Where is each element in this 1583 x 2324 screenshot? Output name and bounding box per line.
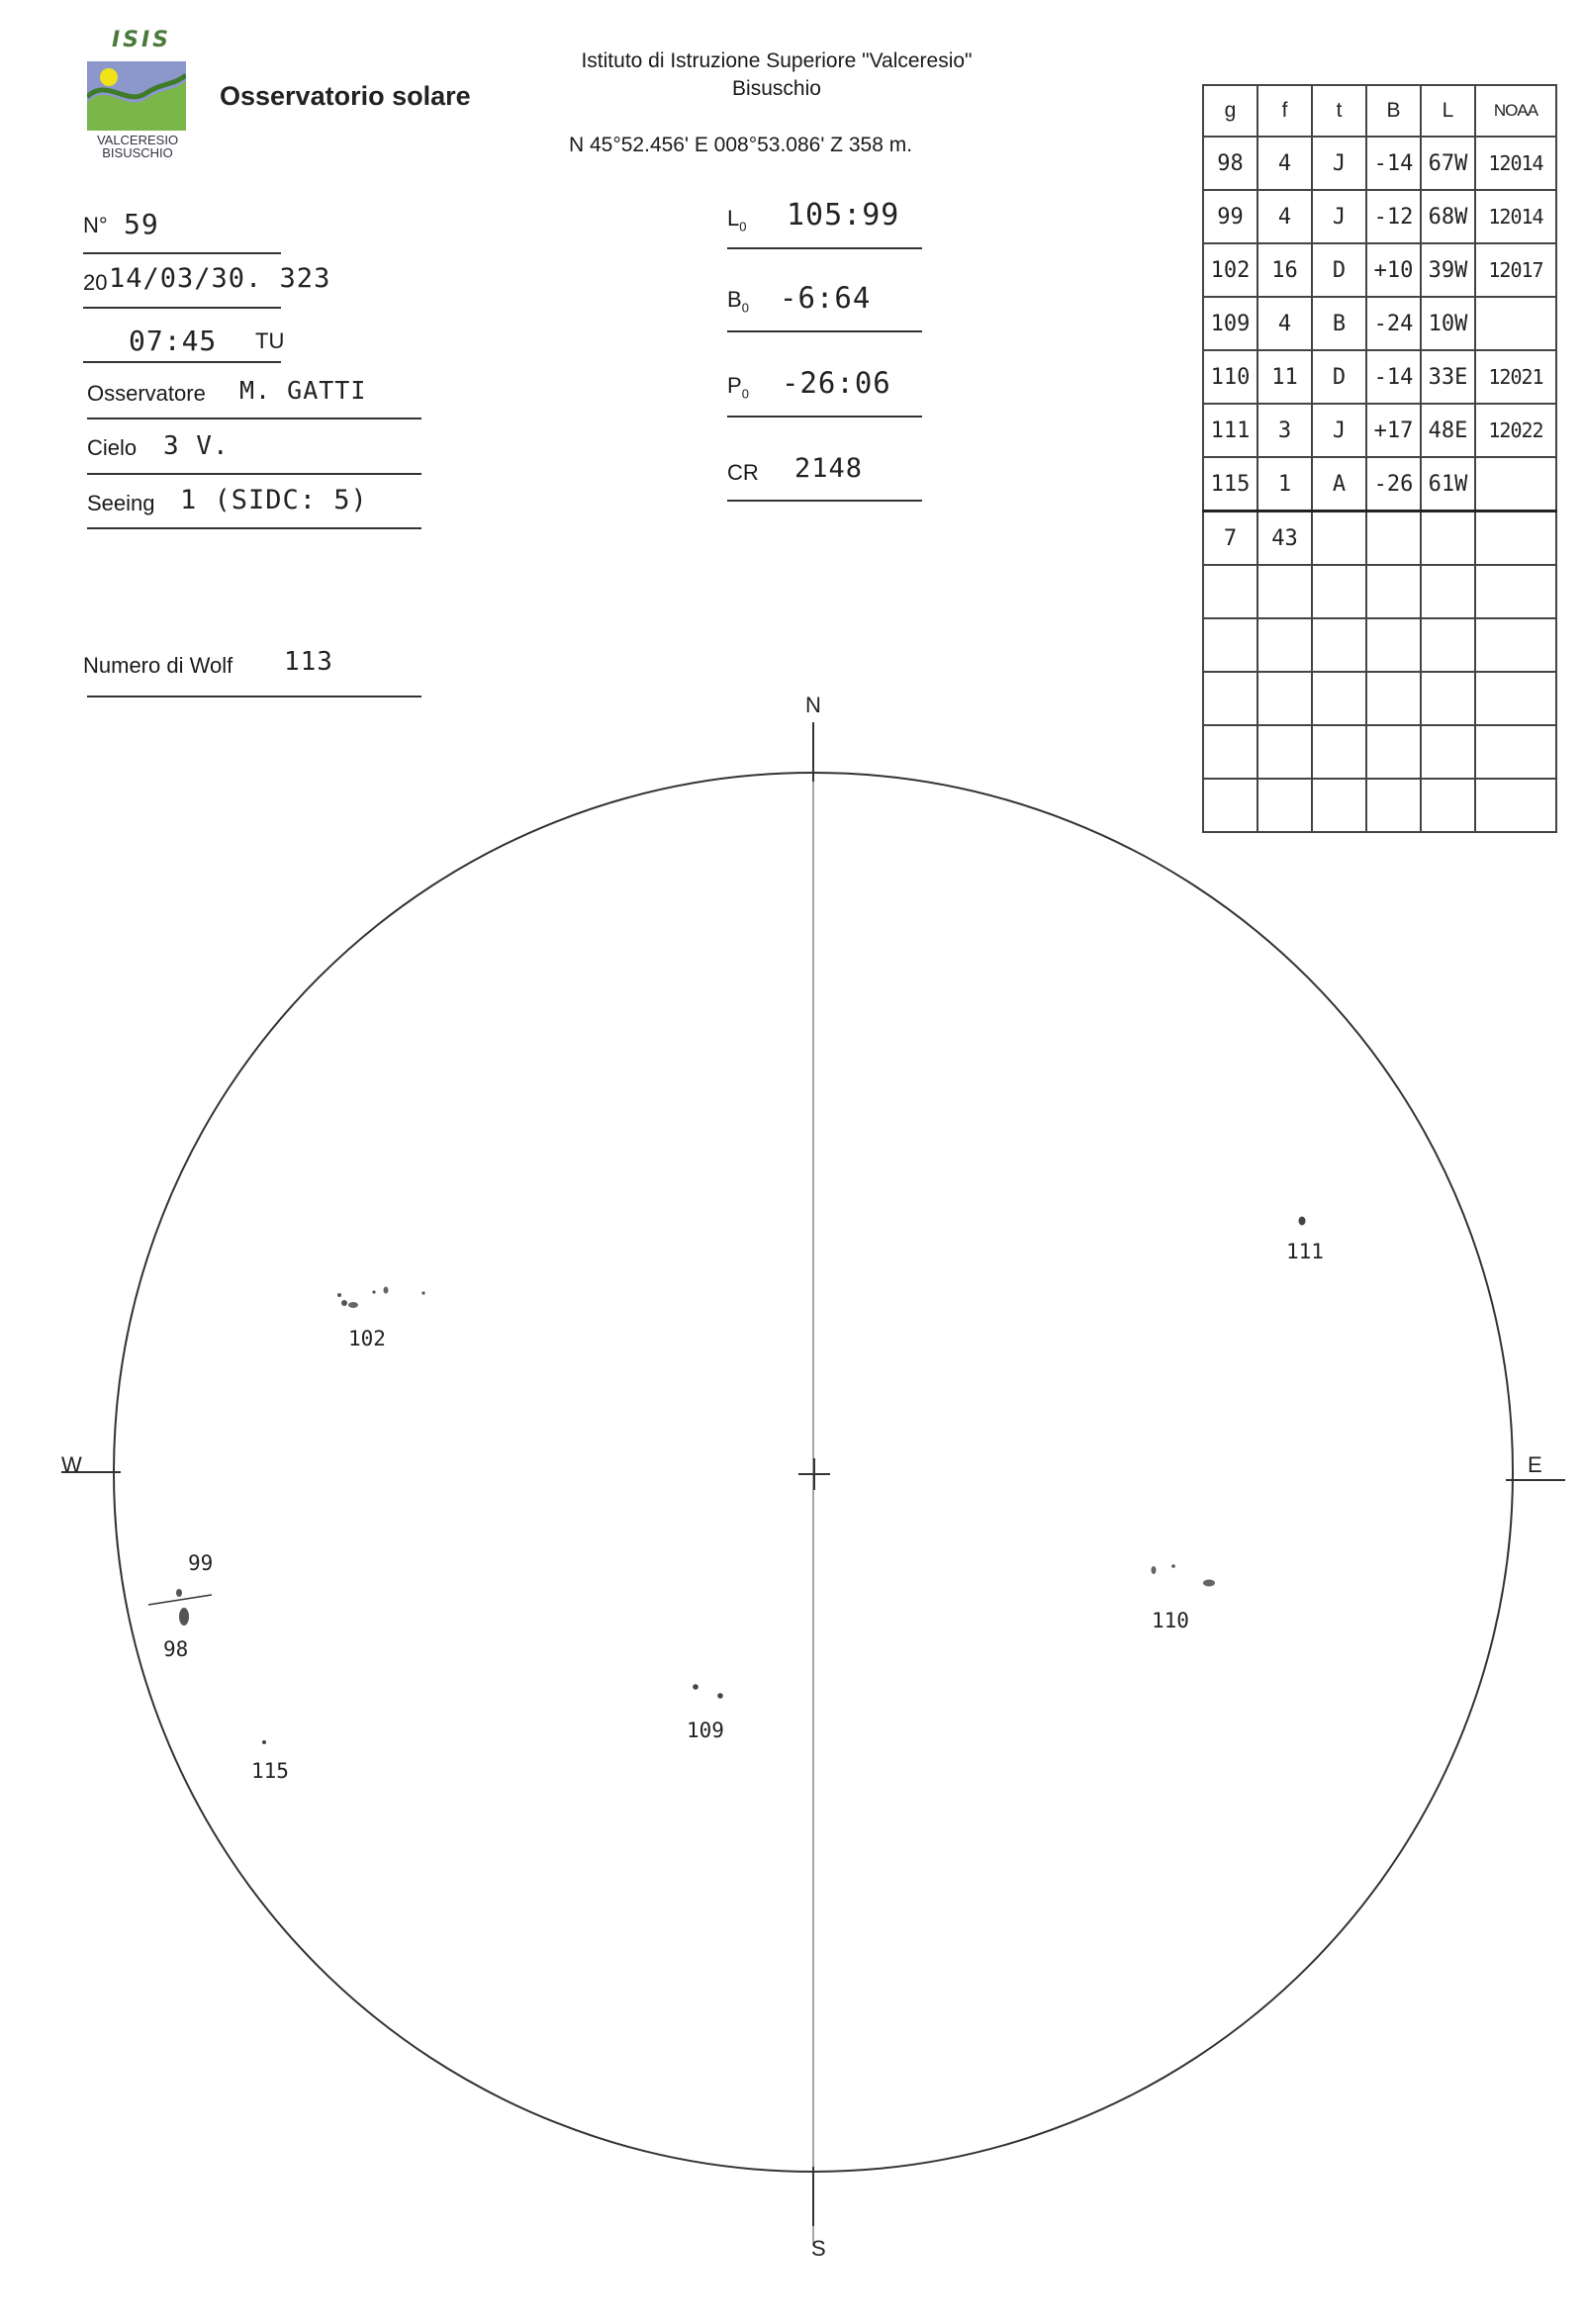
table-cell: B xyxy=(1312,297,1366,350)
table-cell: f xyxy=(1257,85,1312,137)
table-cell: 33E xyxy=(1421,350,1475,404)
table-cell: 48E xyxy=(1421,404,1475,457)
north-label: N xyxy=(805,693,821,717)
table-cell: 3 xyxy=(1257,404,1312,457)
sunspot-98 xyxy=(179,1608,189,1626)
table-cell: g xyxy=(1203,85,1257,137)
observer-label: Osservatore xyxy=(87,381,206,406)
p0-value: -26:06 xyxy=(782,366,891,400)
table-cell: +10 xyxy=(1366,243,1421,297)
table-cell: 109 xyxy=(1203,297,1257,350)
l0-label: $L_0$ xyxy=(727,206,747,234)
table-cell: -14 xyxy=(1366,350,1421,404)
cr-label: CR xyxy=(727,460,759,485)
logo-wordmark: ISIS xyxy=(111,28,172,52)
table-cell: 1 xyxy=(1257,457,1312,511)
observatory-title: Osservatorio solare xyxy=(220,81,471,111)
table-cell: 12014 xyxy=(1475,137,1556,190)
table-cell: -12 xyxy=(1366,190,1421,243)
group-label-98: 98 xyxy=(163,1637,189,1661)
table-cell: 4 xyxy=(1257,297,1312,350)
table-cell: A xyxy=(1312,457,1366,511)
observer-value: M. GATTI xyxy=(239,376,367,405)
sky-value: 3 V. xyxy=(163,431,230,461)
south-label: S xyxy=(811,2236,826,2261)
west-label: W xyxy=(61,1452,82,1477)
sunspot-group-109 xyxy=(693,1684,723,1699)
table-cell: B xyxy=(1366,85,1421,137)
sky-label: Cielo xyxy=(87,435,138,460)
sunspot-99 xyxy=(176,1589,182,1597)
sunspot-group-102 xyxy=(337,1287,425,1309)
table-cell: -26 xyxy=(1366,457,1421,511)
table-cell: J xyxy=(1312,190,1366,243)
table-cell: 16 xyxy=(1257,243,1312,297)
table-cell: 12014 xyxy=(1475,190,1556,243)
cr-value: 2148 xyxy=(794,453,864,484)
table-cell: 12022 xyxy=(1475,404,1556,457)
group-label-102: 102 xyxy=(348,1327,386,1350)
number-value: 59 xyxy=(124,208,159,240)
table-cell: -14 xyxy=(1366,137,1421,190)
l0-value: 105:99 xyxy=(787,198,900,232)
table-cell: D xyxy=(1312,350,1366,404)
east-label: E xyxy=(1528,1452,1542,1477)
time-value: 07:45 xyxy=(129,325,218,357)
table-cell: 4 xyxy=(1257,137,1312,190)
table-cell: +17 xyxy=(1366,404,1421,457)
table-cell: 10W xyxy=(1421,297,1475,350)
table-cell: 12021 xyxy=(1475,350,1556,404)
table-cell: 110 xyxy=(1203,350,1257,404)
date-value: 14/03/30. 323 xyxy=(109,263,331,294)
group-label-99: 99 xyxy=(188,1551,214,1575)
b0-label: $B_0$ xyxy=(727,287,749,316)
sunspot-group-110 xyxy=(1152,1564,1216,1586)
table-cell: 4 xyxy=(1257,190,1312,243)
table-cell: D xyxy=(1312,243,1366,297)
table-cell: NOAA xyxy=(1475,85,1556,137)
logo-caption: VALCERESIO BISUSCHIO xyxy=(96,133,179,160)
table-cell: 43 xyxy=(1257,511,1312,566)
date-prefix: 20 xyxy=(83,270,108,295)
wolf-label: Numero di Wolf xyxy=(83,653,233,678)
p0-label: $P_0$ xyxy=(727,373,749,402)
group-label-109: 109 xyxy=(687,1719,724,1742)
site-coordinates: N 45°52.456' E 008°53.086' Z 358 m. xyxy=(569,134,913,156)
institute-name: Istituto di Istruzione Superiore "Valceresio" Bisuschio xyxy=(581,49,973,100)
table-cell: t xyxy=(1312,85,1366,137)
table-cell: 12017 xyxy=(1475,243,1556,297)
group-label-110: 110 xyxy=(1152,1609,1189,1632)
b0-value: -6:64 xyxy=(780,281,872,315)
table-cell: 7 xyxy=(1203,511,1257,566)
table-cell: 67W xyxy=(1421,137,1475,190)
table-cell: 115 xyxy=(1203,457,1257,511)
sunspot-115 xyxy=(262,1740,266,1744)
table-cell: 102 xyxy=(1203,243,1257,297)
group-label-115: 115 xyxy=(251,1759,289,1783)
table-cell: -24 xyxy=(1366,297,1421,350)
sunspot-111 xyxy=(1299,1217,1306,1226)
seeing-value: 1 (SIDC: 5) xyxy=(180,485,368,515)
number-label: N° xyxy=(83,213,108,237)
table-cell: J xyxy=(1312,404,1366,457)
table-cell: 11 xyxy=(1257,350,1312,404)
group-label-111: 111 xyxy=(1286,1240,1324,1263)
time-unit: TU xyxy=(255,328,285,353)
table-cell: 61W xyxy=(1421,457,1475,511)
table-cell: J xyxy=(1312,137,1366,190)
table-cell: 98 xyxy=(1203,137,1257,190)
table-cell: 111 xyxy=(1203,404,1257,457)
table-cell: 39W xyxy=(1421,243,1475,297)
seeing-label: Seeing xyxy=(87,491,155,515)
table-cell: 99 xyxy=(1203,190,1257,243)
wolf-value: 113 xyxy=(284,647,333,677)
table-cell: L xyxy=(1421,85,1475,137)
table-cell: 68W xyxy=(1421,190,1475,243)
